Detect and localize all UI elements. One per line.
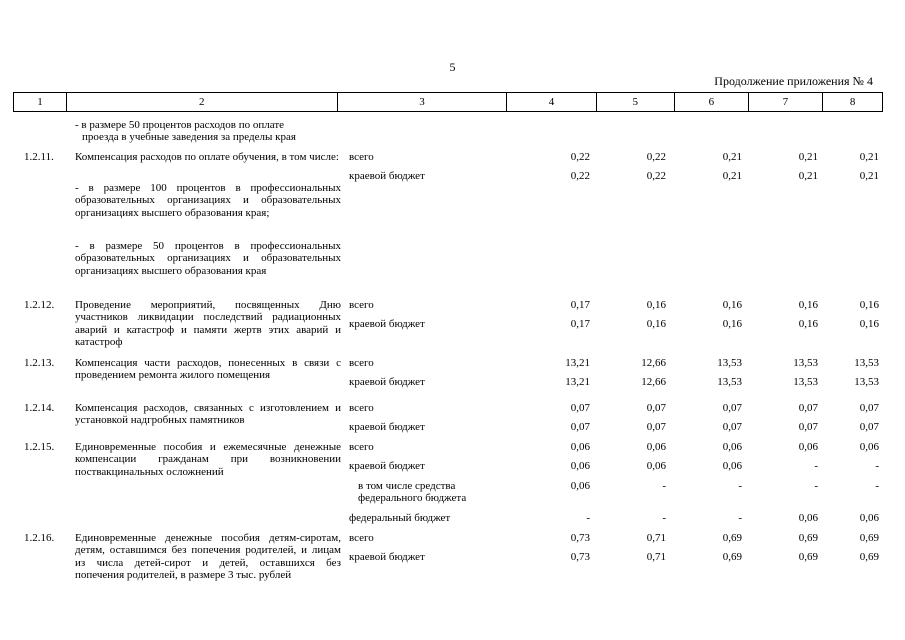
value-cell-col-4: 0,06 <box>570 441 590 453</box>
value-cell-col-8: 13,53 <box>854 376 879 388</box>
value-cell-col-5: - <box>662 480 666 492</box>
funding-source: всего <box>349 402 374 414</box>
prev-item-line-1: - в размере 50 процентов расходов по оплате <box>75 119 285 131</box>
value-cell-col-8: 0,07 <box>859 421 879 433</box>
value-cell-col-5: 12,66 <box>641 357 666 369</box>
header-col-8: 8 <box>849 96 856 108</box>
value-cell-col-6: 13,53 <box>717 357 742 369</box>
row-description: Проведение мероприятий, посвященных Дню участников ликвидации последствий радиационных аварий и катастроф и памяти жертв этих аварий и катастроф <box>75 299 341 348</box>
value-cell-col-6: 0,16 <box>722 318 742 330</box>
row-number: 1.2.14. <box>24 402 55 414</box>
value-cell-col-8: - <box>875 460 879 472</box>
value-cell-col-8: 0,16 <box>859 299 879 311</box>
value-cell-col-5: 0,16 <box>646 299 666 311</box>
value-cell-col-7: 0,16 <box>798 318 818 330</box>
row-description: Компенсация расходов, связанных с изготовлением и установкой надгробных памятников <box>75 402 341 427</box>
value-cell-col-6: 0,07 <box>722 421 742 433</box>
value-cell-col-6: - <box>738 480 742 492</box>
value-cell-col-4: 0,06 <box>570 460 590 472</box>
value-cell-col-6: 0,06 <box>722 460 742 472</box>
value-cell-col-7: 0,69 <box>798 532 818 544</box>
value-cell-col-7: 0,21 <box>798 151 818 163</box>
funding-source: краевой бюджет <box>349 460 425 472</box>
value-cell-col-7: 0,69 <box>798 551 818 563</box>
value-cell-col-4: 0,17 <box>570 318 590 330</box>
value-cell-col-8: 13,53 <box>854 357 879 369</box>
funding-source: краевой бюджет <box>349 170 425 182</box>
value-cell-col-4: 0,17 <box>570 299 590 311</box>
header-col-4: 4 <box>507 93 596 111</box>
value-cell-col-7: 13,53 <box>793 376 818 388</box>
header-col-2: 2 <box>67 93 338 111</box>
value-cell-col-5: 0,22 <box>646 151 666 163</box>
value-cell-col-6: 0,06 <box>722 441 742 453</box>
table-header <box>13 92 883 112</box>
value-cell-col-5: 0,22 <box>646 170 666 182</box>
value-cell-col-5: 0,07 <box>646 421 666 433</box>
funding-source: краевой бюджет <box>349 421 425 433</box>
value-cell-col-7: 13,53 <box>793 357 818 369</box>
page-number: 5 <box>449 60 456 74</box>
value-cell-col-7: 0,06 <box>798 441 818 453</box>
funding-source: краевой бюджет <box>349 318 425 330</box>
row-description: Единовременные пособия и ежемесячные денежные компенсации гражданам при возникновении поствакцинальных осложнений <box>75 441 341 478</box>
value-cell-col-8: 0,21 <box>859 170 879 182</box>
value-cell-col-5: 0,06 <box>646 460 666 472</box>
row-subitem: - в размере 100 процентов в профессиональных образовательных организациях и образовательных организациях высшего образования края; <box>75 182 341 219</box>
row-number: 1.2.16. <box>24 532 55 544</box>
value-cell-col-5: 0,06 <box>646 441 666 453</box>
value-cell-col-6: 0,69 <box>722 551 742 563</box>
value-cell-col-7: 0,21 <box>798 170 818 182</box>
row-number: 1.2.12. <box>24 299 55 311</box>
funding-source: краевой бюджет <box>349 376 425 388</box>
header-col-6: 6 <box>675 93 749 111</box>
value-cell-col-5: 0,16 <box>646 318 666 330</box>
funding-source: в том числе средства федерального бюджета <box>358 480 467 505</box>
row-subitem: - в размере 50 процентов в профессиональных образовательных организациях и образовательных организациях высшего образования края <box>75 240 341 277</box>
value-cell-col-7: - <box>814 460 818 472</box>
row-number: 1.2.11. <box>24 151 54 163</box>
funding-source: всего <box>349 532 374 544</box>
value-cell-col-8: 0,07 <box>859 402 879 414</box>
row-number: 1.2.15. <box>24 441 55 453</box>
value-cell-col-5: 0,71 <box>646 551 666 563</box>
value-cell-col-4: 0,22 <box>570 151 590 163</box>
value-cell-col-4: 0,22 <box>570 170 590 182</box>
value-cell-col-4: 0,06 <box>570 480 590 492</box>
continuation-note: Продолжение приложения № 4 <box>714 74 873 88</box>
prev-item-line-2: проезда в учебные заведения за пределы края <box>82 131 296 143</box>
value-cell-col-8: 0,06 <box>859 512 879 524</box>
value-cell-col-5: 0,07 <box>646 402 666 414</box>
funding-source: всего <box>349 441 374 453</box>
value-cell-col-4: 13,21 <box>565 376 590 388</box>
row-number: 1.2.13. <box>24 357 55 369</box>
value-cell-col-6: 0,21 <box>722 170 742 182</box>
value-cell-col-6: 0,21 <box>722 151 742 163</box>
value-cell-col-4: 0,07 <box>570 402 590 414</box>
value-cell-col-8: 0,69 <box>859 551 879 563</box>
value-cell-col-8: 0,69 <box>859 532 879 544</box>
value-cell-col-6: 0,07 <box>722 402 742 414</box>
value-cell-col-5: 0,71 <box>646 532 666 544</box>
header-col-5: 5 <box>597 93 675 111</box>
value-cell-col-8: - <box>875 480 879 492</box>
value-cell-col-4: 0,07 <box>570 421 590 433</box>
funding-source: краевой бюджет <box>349 551 425 563</box>
value-cell-col-7: 0,07 <box>798 421 818 433</box>
funding-source: федеральный бюджет <box>349 512 451 524</box>
value-cell-col-6: - <box>738 512 742 524</box>
value-cell-col-6: 13,53 <box>717 376 742 388</box>
value-cell-col-6: 0,16 <box>722 299 742 311</box>
value-cell-col-7: 0,16 <box>798 299 818 311</box>
value-cell-col-5: 12,66 <box>641 376 666 388</box>
value-cell-col-5: - <box>662 512 666 524</box>
funding-source: всего <box>349 299 374 311</box>
value-cell-col-4: - <box>586 512 590 524</box>
funding-source: всего <box>349 357 374 369</box>
value-cell-col-8: 0,21 <box>859 151 879 163</box>
value-cell-col-4: 0,73 <box>570 532 590 544</box>
row-description: Единовременные денежные пособия детям-сиротам, детям, оставшимся без попечения родителей, и лицам из числа детей-сирот и детей, оставшихся без попечения родителей, в размере 3 тыс. рублей <box>75 532 341 581</box>
row-description: Компенсация расходов по оплате обучения, в том числе: <box>75 151 339 163</box>
funding-source: всего <box>349 151 374 163</box>
value-cell-col-4: 13,21 <box>565 357 590 369</box>
value-cell-col-7: 0,06 <box>798 512 818 524</box>
value-cell-col-7: 0,07 <box>798 402 818 414</box>
value-cell-col-8: 0,16 <box>859 318 879 330</box>
value-cell-col-6: 0,69 <box>722 532 742 544</box>
row-description: Компенсация части расходов, понесенных в связи с проведением ремонта жилого помещения <box>75 357 341 382</box>
value-cell-col-7: - <box>814 480 818 492</box>
header-col-3: 3 <box>338 93 508 111</box>
header-col-7: 7 <box>749 93 824 111</box>
value-cell-col-8: 0,06 <box>859 441 879 453</box>
header-col-1: 1 <box>14 93 67 111</box>
value-cell-col-4: 0,73 <box>570 551 590 563</box>
